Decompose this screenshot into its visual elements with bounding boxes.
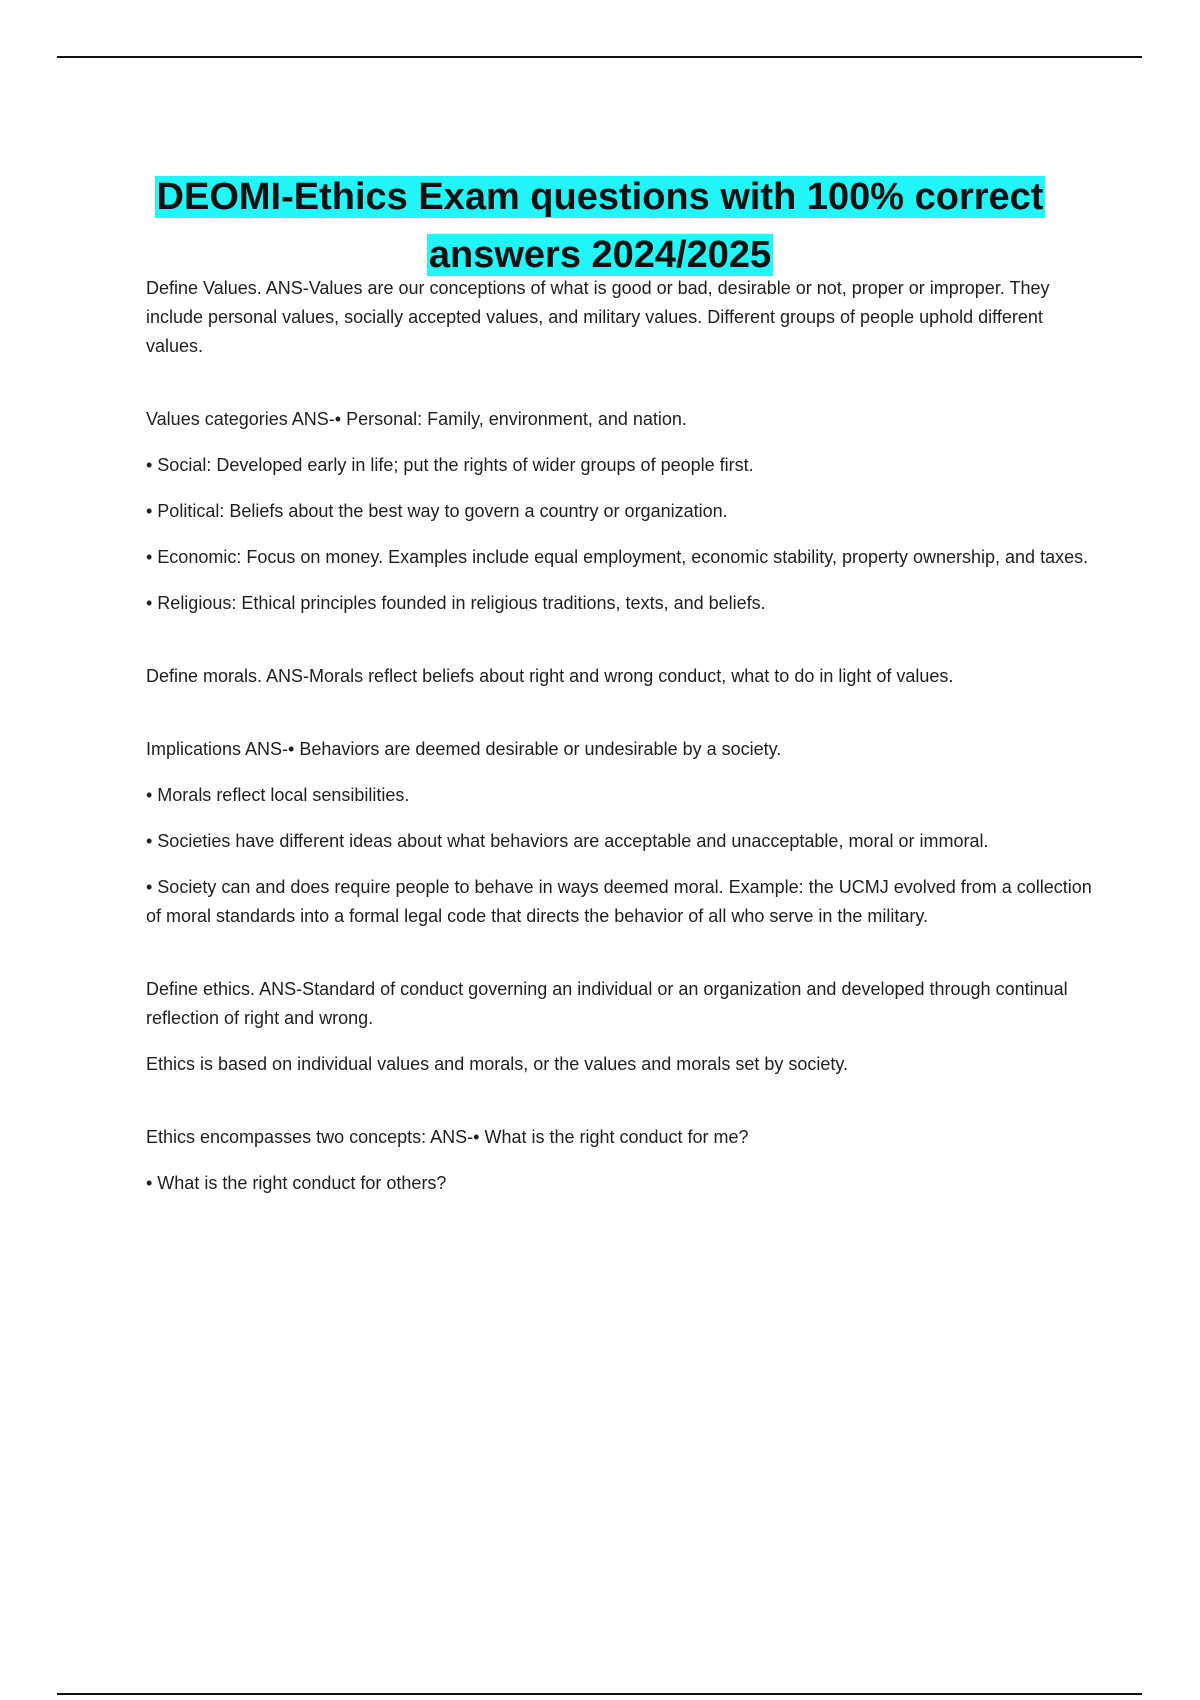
- bullet-conduct-for-others: • What is the right conduct for others?: [146, 1173, 447, 1193]
- bullet-economic: • Economic: Focus on money. Examples include equal employment, economic stability, property ownership, and taxes.: [146, 547, 1089, 567]
- bullet-religious: • Religious: Ethical principles founded in religious traditions, texts, and beliefs.: [146, 593, 766, 613]
- bullet-political: • Political: Beliefs about the best way to govern a country or organization.: [146, 501, 728, 521]
- bullet-local-sensibilities: • Morals reflect local sensibilities.: [146, 785, 410, 805]
- paragraph-ethics-based-on: Ethics is based on individual values and morals, or the values and morals set by society.: [146, 1054, 849, 1074]
- document-title: [100, 168, 1100, 284]
- paragraph-values-categories: Values categories ANS-• Personal: Family, environment, and nation.: [146, 409, 687, 429]
- bullet-social: • Social: Developed early in life; put the rights of wider groups of people first.: [146, 455, 754, 475]
- paragraph-define-morals: Define morals. ANS-Morals reflect beliefs about right and wrong conduct, what to do in light of values.: [146, 666, 954, 686]
- paragraph-implications: Implications ANS-• Behaviors are deemed desirable or undesirable by a society.: [146, 739, 782, 759]
- header-rule: [57, 56, 1142, 58]
- paragraph-ethics-two-concepts: Ethics encompasses two concepts: ANS-• What is the right conduct for me?: [146, 1127, 749, 1147]
- bullet-society-requires: • Society can and does require people to behave in ways deemed moral. Example: the UCMJ evolved from a collection of moral standards into a formal legal code that directs the behavior of all who serve in the military.: [146, 877, 1092, 926]
- bullet-societies-different-ideas: • Societies have different ideas about what behaviors are acceptable and unacceptable, moral or immoral.: [146, 831, 989, 851]
- title-line-2: answers 2024/2025: [428, 234, 772, 277]
- paragraph-define-ethics: Define ethics. ANS-Standard of conduct governing an individual or an organization and developed through continual reflection of right and wrong.: [146, 979, 1068, 1028]
- paragraph-define-values: Define Values. ANS-Values are our conceptions of what is good or bad, desirable or not, proper or improper. They include personal values, socially accepted values, and military values. Different groups of people uphold different values.: [146, 278, 1050, 356]
- footer-rule: [57, 1693, 1142, 1695]
- title-line-1: DEOMI-Ethics Exam questions with 100% correct: [156, 176, 1044, 219]
- document-body: [146, 274, 1096, 1215]
